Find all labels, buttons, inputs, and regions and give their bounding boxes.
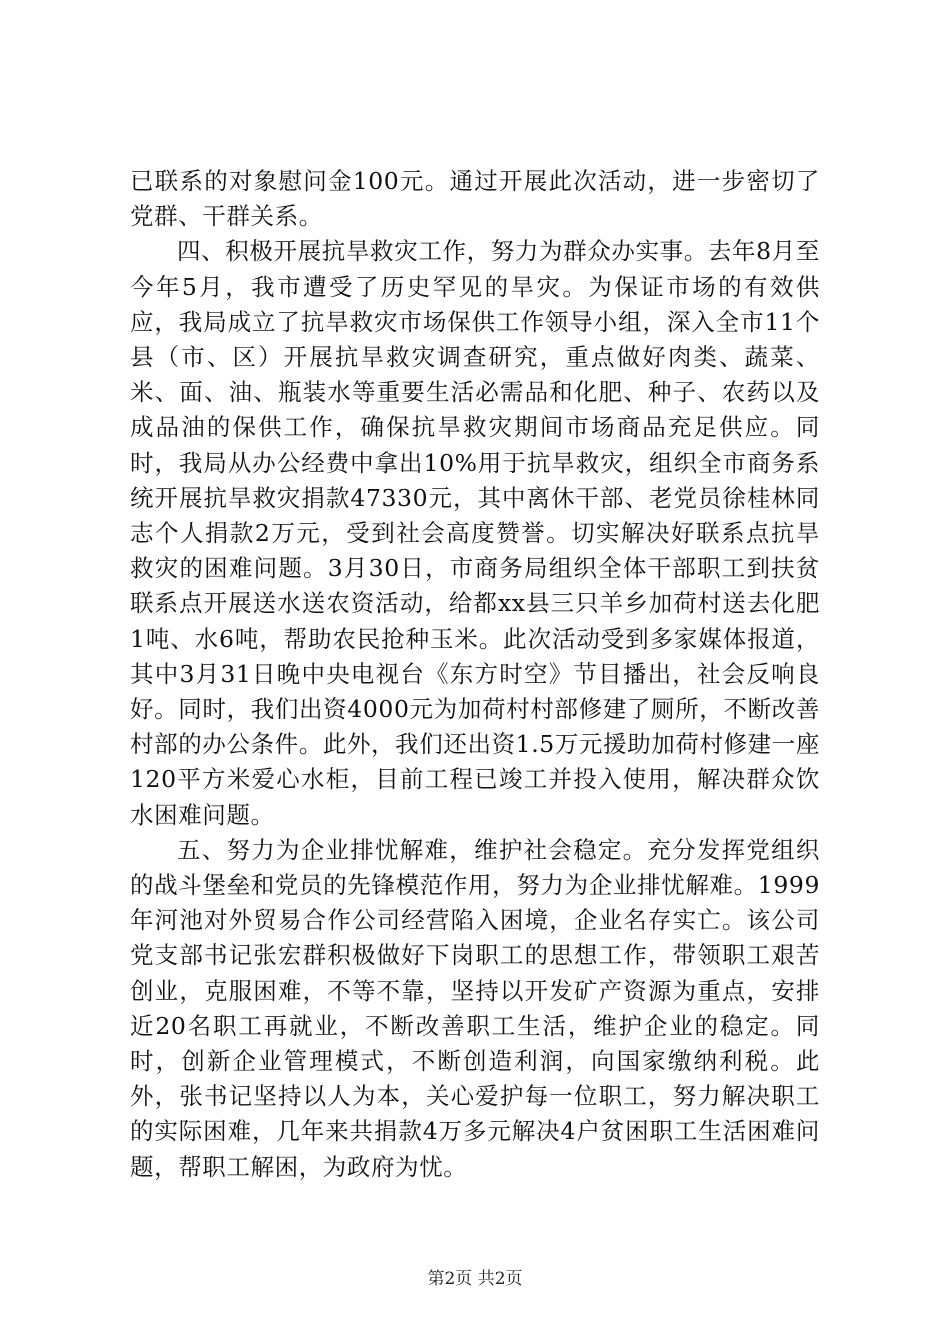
paragraph-continuation: 已联系的对象慰问金100元。通过开展此次活动，进一步密切了党群、干群关系。 bbox=[130, 167, 820, 231]
paragraph-drought-relief: 四、积极开展抗旱救灾工作，努力为群众办实事。去年8月至今年5月，我市遭受了历史罕见的旱灾。为保证市场的有效供应，我局成立了抗旱救灾市场保供工作领导小组，深入全市11个县（市、区）开展抗旱救灾调查研究，重点做好肉类、蔬菜、米、面、油、瓶装水等重要生活必需品和化肥、种子、农药以及成品油的保供工作，确保抗旱救灾期间市场商品充足供应。同时，我局从办公经费中拿出10%用于抗旱救灾，组织全市商务系统开展抗旱救灾捐款47330元，其中离休干部、老党员徐桂林同志个人捐款2万元，受到社会高度赞誉。切实解决好联系点抗旱救灾的困难问题。3月30日，市商务局组织全体干部职工到扶贫联系点开展送水送农资活动，给都xx县三只羊乡加荷村送去化肥1吨、水6吨，帮助农民抢种玉米。此次活动受到多家媒体报道，其中3月31日晚中央电视台《东方时空》节目播出，社会反响良好。同时，我们出资4000元为加荷村村部修建了厕所，不断改善村部的办公条件。此外，我们还出资1.5万元援助加荷村修建一座120平方米爱心水柜，目前工程已竣工并投入使用，解决群众饮水困难问题。 bbox=[130, 237, 820, 829]
paragraph-enterprise-support: 五、努力为企业排忧解难，维护社会稳定。充分发挥党组织的战斗堡垒和党员的先锋模范作用，努力为企业排忧解难。1999年河池对外贸易合作公司经营陷入困境，企业名存实亡。该公司党支部书记张宏群积极做好下岗职工的思想工作，带领职工艰苦创业，克服困难，不等不靠，坚持以开发矿产资源为重点，安排近20名职工再就业，不断改善职工生活，维护企业的稳定。同时，创新企业管理模式，不断创造利润，向国家缴纳利税。此外，张书记坚持以人为本，关心爱护每一位职工，努力解决职工的实际困难，几年来共捐款4万多元解决4户贫困职工生活困难问题，帮职工解困，为政府为忧。 bbox=[130, 835, 820, 1181]
page-footer: 第2页 共2页 bbox=[427, 1269, 523, 1289]
body-text bbox=[130, 164, 820, 1185]
